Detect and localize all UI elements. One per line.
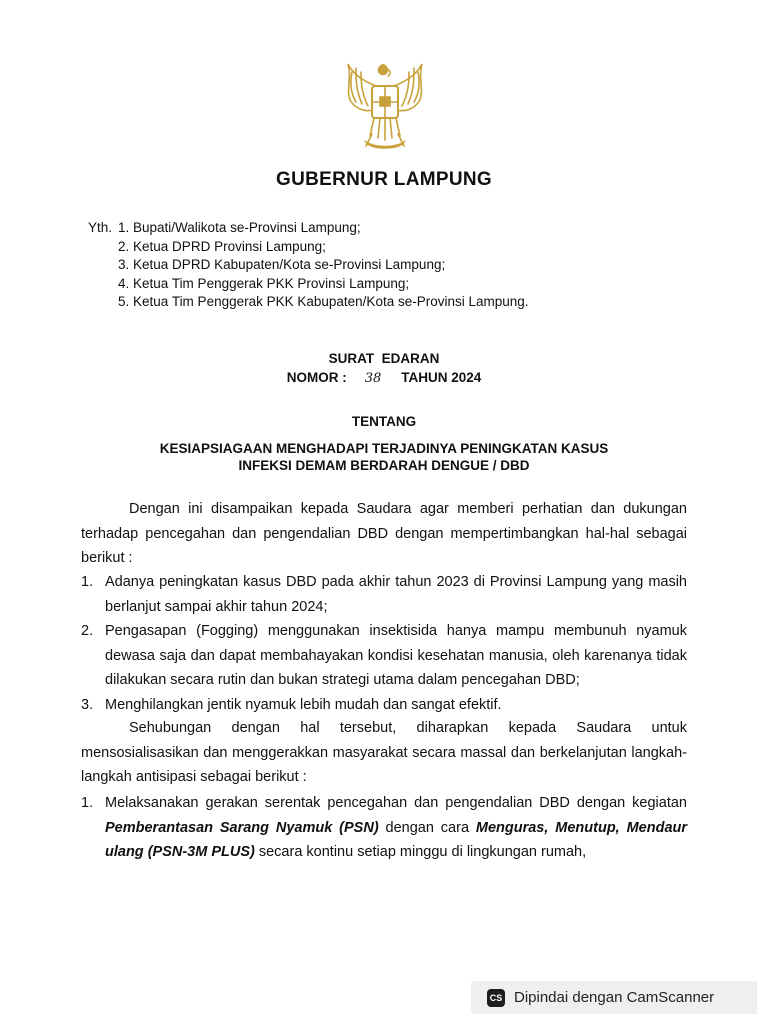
actions-list: [81, 791, 687, 865]
intro-paragraph-block: [81, 497, 687, 571]
item-number: 5.: [118, 294, 130, 309]
recipient-items: [88, 219, 529, 312]
action-text-2: dengan cara: [378, 819, 476, 836]
item-number: 1.: [81, 574, 94, 590]
action-text-3: secara kontinu setiap minggu di lingkungan rumah,: [254, 844, 587, 860]
nomor-label: NOMOR :: [286, 370, 347, 385]
recipient-list: [88, 219, 529, 312]
action-emphasis-3m: Menguras, Menutup, Mendaur ulang (PSN-3M PLUS): [105, 819, 688, 860]
item-number: 4.: [118, 275, 130, 291]
item-text: Ketua DPRD Kabupaten/Kota se-Provinsi Lampung;: [133, 257, 446, 272]
item-text: Ketua Tim Penggerak PKK Provinsi Lampung;: [133, 275, 410, 291]
item-text: Adanya peningkatan kasus DBD pada akhir tahun 2023 di Provinsi Lampung yang masih berlanjut sampai akhir tahun 2024;: [105, 574, 687, 615]
tahun-label: TAHUN 2024: [401, 370, 482, 385]
item-number: 2.: [81, 623, 94, 639]
subject-line-2: INFEKSI DEMAM BERDARAH DENGUE / DBD: [238, 457, 530, 473]
item-number: 2.: [118, 238, 130, 254]
item-number: 3.: [81, 696, 94, 713]
considerations-list: [81, 570, 687, 717]
list-item: [81, 693, 687, 718]
list-item: [118, 293, 529, 312]
list-item: [81, 570, 687, 619]
item-text: Ketua Tim Penggerak PKK Kabupaten/Kota se-Provinsi Lampung.: [133, 294, 529, 309]
list-item: [118, 238, 529, 257]
garuda-emblem-icon: [336, 58, 434, 158]
action-text-1: Melaksanakan gerakan serentak pencegahan dan pengendalian DBD dengan kegiatan: [105, 795, 687, 811]
list-item: [118, 256, 529, 275]
governor-title: GUBERNUR LAMPUNG: [276, 169, 492, 190]
intro-paragraph: Dengan ini disampaikan kepada Saudara agar memberi perhatian dan dukungan terhadap pencegahan dan pengendalian DBD dengan mempertimbangkan hal-hal sebagai berikut :: [81, 501, 687, 566]
list-item: [81, 619, 687, 693]
camscanner-icon: CS: [487, 989, 505, 1007]
list-item: [81, 791, 687, 865]
camscanner-text: Dipindai dengan CamScanner: [514, 989, 715, 1006]
list-item: [118, 275, 529, 294]
recipient-salutation: Yth.: [88, 220, 113, 235]
item-text: Bupati/Walikota se-Provinsi Lampung;: [133, 220, 361, 235]
item-text: Pengasapan (Fogging) menggunakan insektisida hanya mampu membunuh nyamuk dewasa saja dan dapat membahayakan kondisi kesehatan manusia, oleh karenanya tidak dilakukan secara rutin dan bukan strategi utama dalam pencegahan DBD;: [105, 623, 687, 688]
item-number: 1.: [118, 220, 130, 235]
followup-paragraph: Sehubungan dengan hal tersebut, diharapkan kepada Saudara untuk mensosialisasikan dan menggerakkan masyarakat secara massal dan berkelanjutan langkah-langkah antisipasi sebagai berikut :: [81, 720, 687, 785]
item-text: Menghilangkan jentik nyamuk lebih mudah dan sangat efektif.: [105, 696, 502, 713]
letter-type: SURAT EDARAN: [328, 351, 440, 366]
letter-number-line: [0, 370, 768, 386]
nomor-value: 38: [364, 371, 382, 386]
action-emphasis-psn: Pemberantasan Sarang Nyamuk (PSN): [105, 819, 379, 836]
letter-subject: [0, 441, 768, 474]
camscanner-watermark: [471, 981, 757, 1014]
subject-line-1: KESIAPSIAGAAN MENGHADAPI TERJADINYA PENINGKATAN KASUS: [159, 441, 609, 456]
item-number: 3.: [118, 257, 130, 272]
list-item: [118, 219, 529, 238]
tentang-heading: TENTANG: [351, 414, 417, 429]
item-text: Ketua DPRD Provinsi Lampung;: [133, 238, 326, 254]
followup-paragraph-block: [81, 716, 687, 790]
item-number: 1.: [81, 795, 94, 811]
